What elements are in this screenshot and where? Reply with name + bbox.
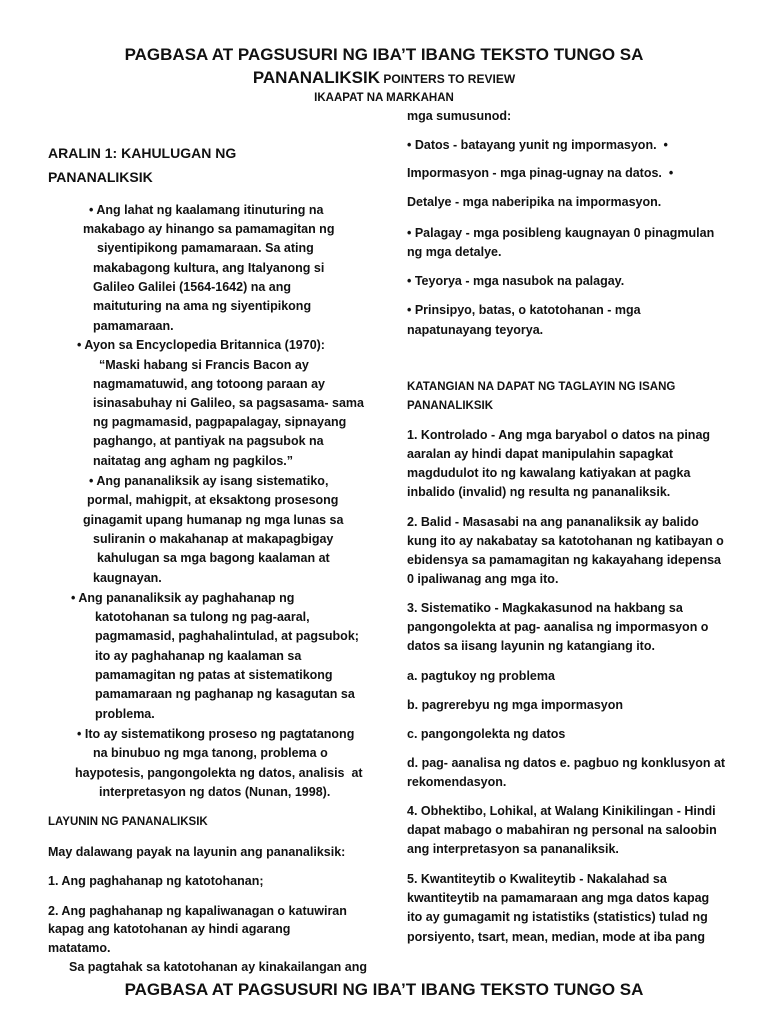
right-line: kwantiteytib na pamamaraan ang mga datos kapag xyxy=(407,891,710,905)
left-line: isinasabuhay ni Galileo, sa pagsasama- sama xyxy=(93,396,364,410)
left-line: pamamaraan. xyxy=(93,319,174,333)
lesson-title-line2: PANANALIKSIK xyxy=(48,169,153,185)
goal-item-2-line1: 2. Ang paghahanap ng kapaliwanagan o katuwiran xyxy=(48,904,347,918)
right-line: dapat mabago o mabahiran ng personal na saloobin xyxy=(407,823,717,837)
left-line: na binubuo ng mga tanong, problema o xyxy=(93,746,328,760)
left-line: “Maski habang si Francis Bacon ay xyxy=(99,358,309,372)
right-line: b. pagrerebyu ng mga impormasyon xyxy=(407,698,624,712)
right-line: datos sa iisang layunin ng katangiang ito. xyxy=(407,639,655,653)
left-line: kaugnayan. xyxy=(93,571,162,585)
right-line: c. pangongolekta ng datos xyxy=(407,727,566,741)
left-line: maituturing na ama ng siyentipikong xyxy=(93,299,312,313)
right-line: napatunayang teyorya. xyxy=(407,323,544,337)
right-line: • Datos - batayang yunit ng impormasyon. • xyxy=(407,138,668,152)
left-line: Galileo Galilei (1564-1642) na ang xyxy=(93,280,292,294)
left-line: pamamagitan ng patas at sistematikong xyxy=(95,668,333,682)
right-line: 3. Sistematiko - Magkakasunod na hakbang sa xyxy=(407,601,683,615)
right-line: ng mga detalye. xyxy=(407,245,502,259)
right-line: ang interpretasyon sa pananaliksik. xyxy=(407,842,619,856)
left-line: pormal, mahigpit, at eksaktong prosesong xyxy=(87,493,339,507)
left-line: nagmamatuwid, ang totoong paraan ay xyxy=(93,377,325,391)
left-line: interpretasyon ng datos (Nunan, 1998). xyxy=(99,785,331,799)
right-line: porsiyento, tsart, mean, median, mode at iba pang xyxy=(407,930,705,944)
left-line: makabagong kultura, ang Italyanong si xyxy=(93,261,325,275)
page-title-line2 xyxy=(0,67,768,89)
left-line: kahulugan sa mga bagong kaalaman at xyxy=(97,551,330,565)
right-line: ebidensya sa pamamagitan ng kakayahang idepensa xyxy=(407,553,722,567)
right-line: • Teyorya - mga nasubok na palagay. xyxy=(407,274,625,288)
goals-intro: May dalawang payak na layunin ang pananaliksik: xyxy=(48,845,346,859)
left-line: • Ang pananaliksik ay isang sistematiko, xyxy=(89,474,329,488)
left-line: • Ito ay sistematikong proseso ng pagtatanong xyxy=(77,727,355,741)
right-line: magdudulot ito ng kawalang katiyakan at pagka xyxy=(407,466,691,480)
left-line: ng pagmamasid, pagpapalagay, sipnayang xyxy=(93,415,347,429)
right-line: 4. Obhektibo, Lohikal, at Walang Kinikilingan - Hindi xyxy=(407,804,716,818)
page-subtitle: POINTERS TO REVIEW xyxy=(380,72,516,86)
characteristics-heading-line2: PANANALIKSIK xyxy=(407,400,494,412)
quarter-label: IKAAPAT NA MARKAHAN xyxy=(314,92,454,104)
left-line: ginagamit upang humanap ng mga lunas sa xyxy=(83,513,344,527)
left-line: • Ayon sa Encyclopedia Britannica (1970): xyxy=(77,338,325,352)
right-line: d. pag- aanalisa ng datos e. pagbuo ng konklusyon at xyxy=(407,756,726,770)
right-line: • Palagay - mga posibleng kaugnayan 0 pinagmulan xyxy=(407,226,715,240)
left-line: problema. xyxy=(95,707,155,721)
lesson-title-line1: ARALIN 1: KAHULUGAN NG xyxy=(48,145,237,161)
right-line: 1. Kontrolado - Ang mga baryabol o datos na pinag xyxy=(407,428,711,442)
goal-item-2-line3: matatamo. xyxy=(48,941,111,955)
left-line: haypotesis, pangongolekta ng datos, analisis at xyxy=(75,766,363,780)
right-line: 5. Kwantiteytib o Kwaliteytib - Nakalahad sa xyxy=(407,872,667,886)
right-line: kung ito ay nakabatay sa katotohanan ng katibayan o xyxy=(407,534,724,548)
left-line: pagmamasid, paghahalintulad, at pagsubok; xyxy=(95,629,359,643)
right-line: a. pagtukoy ng problema xyxy=(407,669,555,683)
right-line: • Prinsipyo, batas, o katotohanan - mga xyxy=(407,303,641,317)
page-title-line1: PAGBASA AT PAGSUSURI NG IBA’T IBANG TEKSTO TUNGO SA xyxy=(124,45,644,64)
right-line: rekomendasyon. xyxy=(407,775,507,789)
left-line: • Ang lahat ng kaalamang itinuturing na xyxy=(89,203,324,217)
right-line: mga sumusunod: xyxy=(407,109,512,123)
left-line: paghango, at pantiyak na pagsubok na xyxy=(93,434,324,448)
right-line: Detalye - mga naberipika na impormasyon. xyxy=(407,195,662,209)
right-line: Impormasyon - mga pinag-ugnay na datos. • xyxy=(407,166,674,180)
left-line: ito ay paghahanap ng kaalaman sa xyxy=(95,649,302,663)
left-line: siyentipikong pamamaraan. Sa ating xyxy=(97,241,314,255)
left-line: katotohanan sa tulong ng pag-aaral, xyxy=(95,610,310,624)
right-line: inbalido (invalid) ng resulta ng pananaliksik. xyxy=(407,485,671,499)
left-line: suliranin o makahanap at makapagbigay xyxy=(93,532,334,546)
left-line: naitatag ang agham ng pagkilos.” xyxy=(93,454,294,468)
characteristics-heading-line1: KATANGIAN NA DAPAT NG TAGLAYIN NG ISANG xyxy=(407,381,676,393)
right-line: aaralan ay hindi dapat manipulahin sapagkat xyxy=(407,447,674,461)
right-line: ito ay gumagamit ng istatistiks (statistics) tulad ng xyxy=(407,910,708,924)
goal-item-2-line2: kapag ang katotohanan ay hindi agarang xyxy=(48,922,291,936)
left-line: pamamaraan ng paghanap ng kasagutan sa xyxy=(95,687,355,701)
page-title-main: PANANALIKSIK xyxy=(252,68,381,87)
right-line: 2. Balid - Masasabi na ang pananaliksik ay balido xyxy=(407,515,699,529)
goal-item-1: 1. Ang paghahanap ng katotohanan; xyxy=(48,874,264,888)
right-line: 0 ipaliwanag ang mga ito. xyxy=(407,572,559,586)
closing-line: Sa pagtahak sa katotohanan ay kinakailangan ang xyxy=(69,960,368,974)
goals-heading: LAYUNIN NG PANANALIKSIK xyxy=(48,816,208,828)
left-line: makabago ay hinango sa pamamagitan ng xyxy=(83,222,335,236)
left-line: • Ang pananaliksik ay paghahanap ng xyxy=(71,591,295,605)
right-line: pangongolekta at pag- aanalisa ng impormasyon o xyxy=(407,620,709,634)
footer-title: PAGBASA AT PAGSUSURI NG IBA’T IBANG TEKSTO TUNGO SA xyxy=(124,980,644,999)
